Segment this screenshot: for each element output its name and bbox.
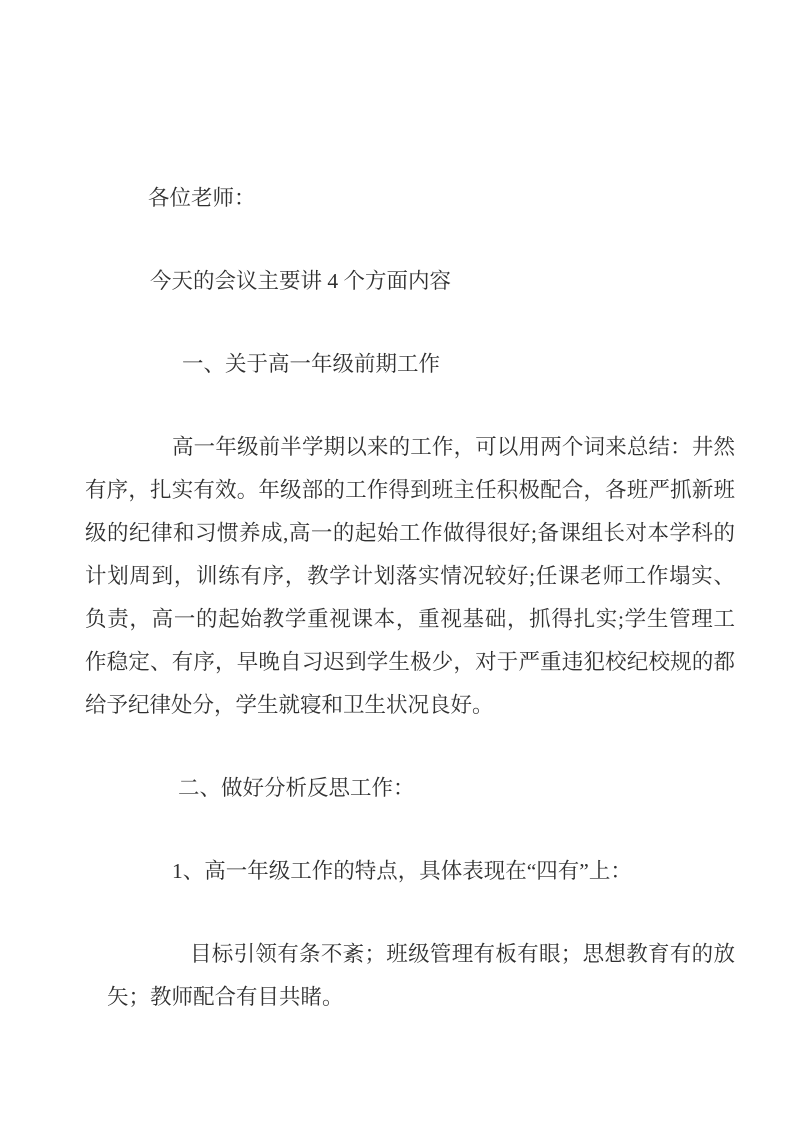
section-heading-1: 一、关于高一年级前期工作 <box>182 352 441 376</box>
salutation-line: 各位老师： <box>148 186 256 210</box>
intro-line: 今天的会议主要讲 4 个方面内容 <box>150 269 452 293</box>
body-paragraph-1: 高一年级前半学期以来的工作，可以用两个词来总结：井然有序，扎实有效。年级部的工作得到班主任积极配合，各班严抓新班级的纪律和习惯养成,高一的起始工作做得很好;备课组长对本学科的计划周到，训练有序，教学计划落实情况较好;任课老师工作塌实、负责，高一的起始教学重视课本，重视基础，抓得扎实;学生管理工作稳定、有序，早晚自习迟到学生极少，对于严重违犯校纪校规的都给予纪律处分，学生就寝和卫生状况良好。 <box>85 435 735 717</box>
document-text-block <box>85 177 735 1059</box>
body-paragraph-2: 目标引领有条不紊；班级管理有板有眼；思想教育有的放矢；教师配合有目共睹。 <box>107 942 735 1009</box>
section-heading-2: 二、做好分析反思工作： <box>178 776 415 800</box>
subsection-heading-1: 1、高一年级工作的特点，具体表现在“四有”上： <box>172 859 632 883</box>
